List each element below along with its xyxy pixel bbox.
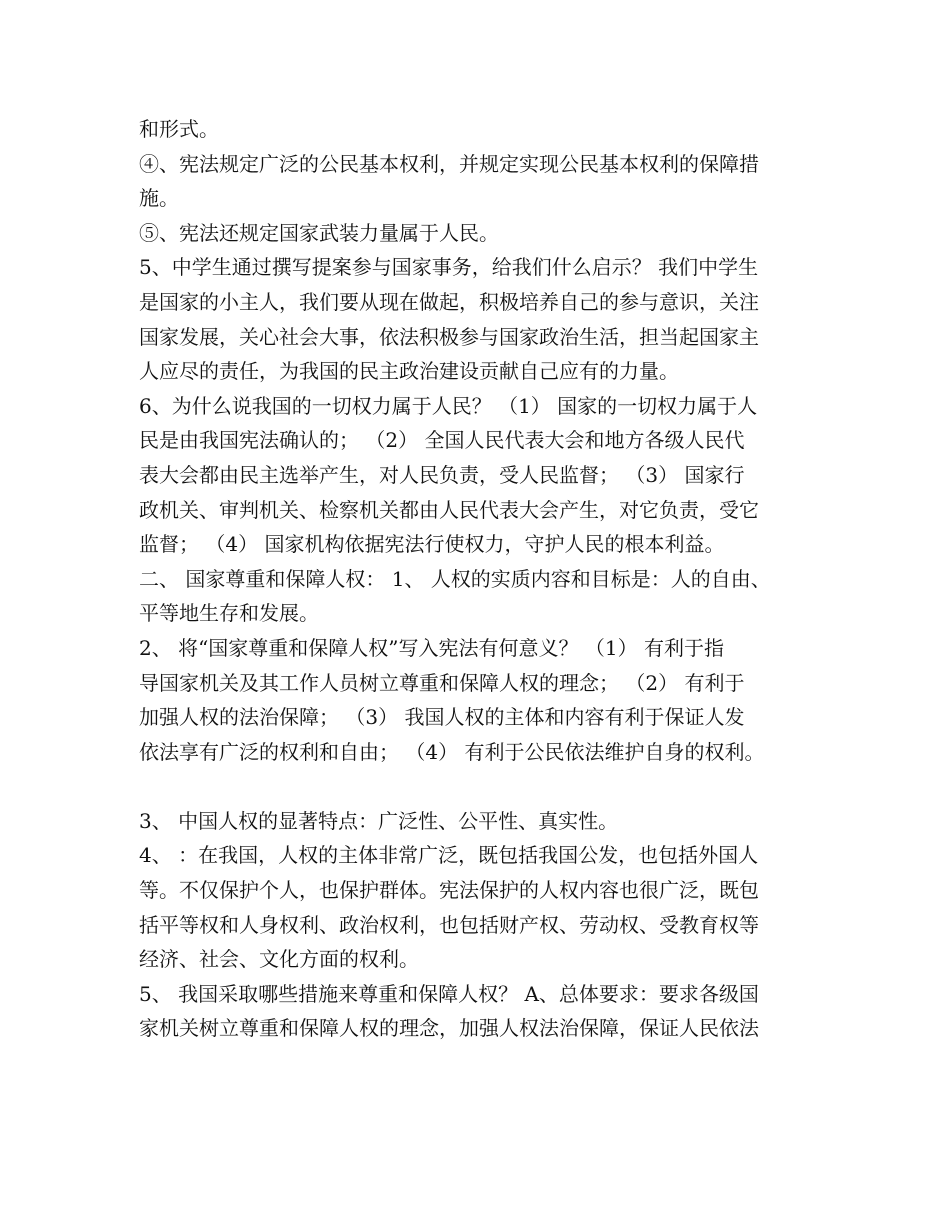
text-line: 5、中学生通过撰写提案参与国家事务，给我们什么启示？ 我们中学生 — [139, 255, 759, 280]
text-line: 监督； （4） 国家机构依据宪法行使权力，守护人民的根本利益。 — [139, 532, 725, 557]
document-body — [139, 112, 839, 1046]
text-line: 加强人权的法治保障； （3） 我国人权的主体和内容有利于保证人发 — [139, 705, 745, 730]
text-line: 2、 将“国家尊重和保障人权”写入宪法有何意义？ （1） 有利于指 — [139, 635, 724, 660]
text-line: 人应尽的责任，为我国的民主政治建设贡献自己应有的力量。 — [139, 359, 679, 384]
section-heading-line: 二、 国家尊重和保障人权： 1、 人权的实质内容和目标是：人的自由、 — [139, 566, 771, 591]
text-line: 国家发展，关心社会大事，依法积极参与国家政治生活，担当起国家主 — [139, 324, 759, 349]
text-line: 5、 我国采取哪些措施来尊重和保障人权？ A、总体要求：要求各级国 — [139, 981, 759, 1006]
text-line: 和形式。 — [139, 117, 219, 141]
text-line: 4、 ：在我国，人权的主体非常广泛，既包括我国公发，也包括外国人 — [139, 843, 759, 868]
text-line: ⑤、宪法还规定国家武装力量属于人民。 — [139, 220, 499, 245]
text-line: ④、宪法规定广泛的公民基本权利，并规定实现公民基本权利的保障措 — [139, 151, 759, 176]
text-line: 施。 — [139, 186, 179, 211]
text-line: 民是由我国宪法确认的； （2） 全国人民代表大会和地方各级人民代 — [139, 428, 745, 453]
text-line: 导国家机关及其工作人员树立尊重和保障人权的理念； （2） 有利于 — [139, 670, 745, 695]
text-line: 6、为什么说我国的一切权力属于人民？ （1） 国家的一切权力属于人 — [139, 393, 758, 418]
text-line: 政机关、审判机关、检察机关都由人民代表大会产生，对它负责，受它 — [139, 497, 759, 522]
text-line: 等。不仅保护个人，也保护群体。宪法保护的人权内容也很广泛，既包 — [139, 878, 759, 903]
text-line: 括平等权和人身权利、政治权利，也包括财产权、劳动权、受教育权等 — [139, 912, 759, 937]
text-line: 经济、社会、文化方面的权利。 — [139, 947, 419, 972]
text-line: 平等地生存和发展。 — [139, 601, 319, 626]
text-line: 是国家的小主人，我们要从现在做起，积极培养自己的参与意识，关注 — [139, 289, 759, 314]
blank-line — [139, 769, 839, 804]
text-line: 3、 中国人权的显著特点：广泛性、公平性、真实性。 — [139, 808, 619, 833]
text-line: 家机关树立尊重和保障人权的理念，加强人权法治保障，保证人民依法 — [139, 1016, 759, 1041]
text-line: 依法享有广泛的权利和自由； （4） 有利于公民依法维护自身的权利。 — [139, 739, 765, 764]
text-line: 表大会都由民主选举产生，对人民负责，受人民监督； （3） 国家行 — [139, 462, 745, 487]
